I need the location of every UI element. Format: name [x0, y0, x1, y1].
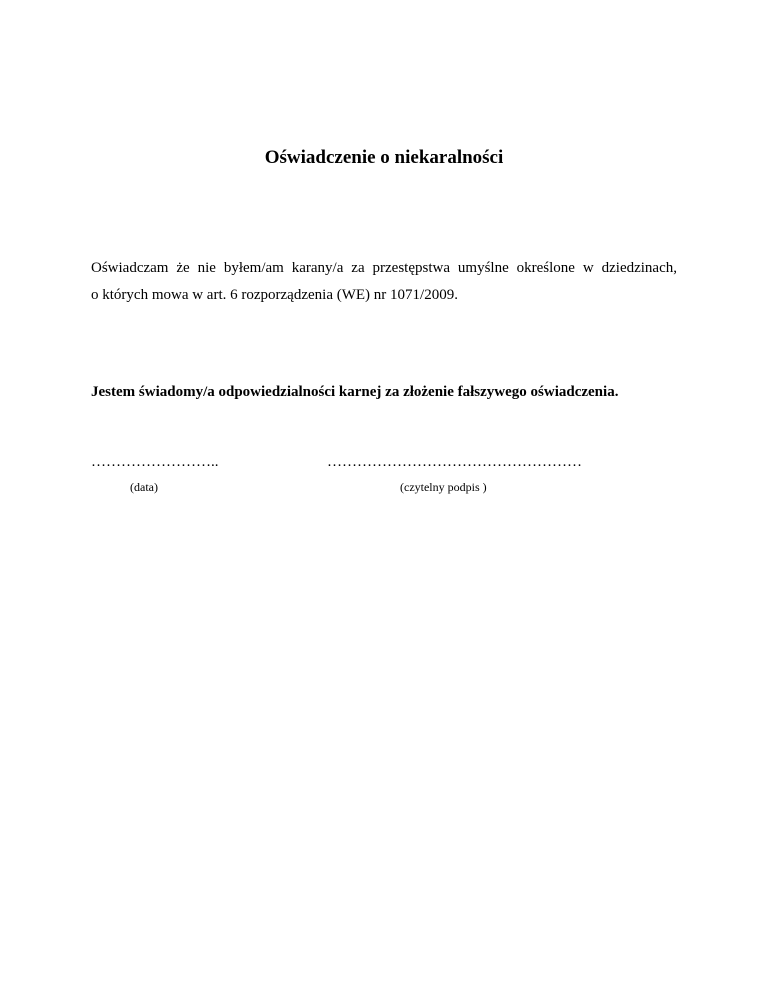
- document-title: Oświadczenie o niekaralności: [264, 147, 504, 168]
- declaration-line-1: Oświadczam że nie byłem/am karany/a za przestępstwa umyślne określone w dziedzinach,: [91, 260, 677, 276]
- date-label: (data): [130, 480, 158, 494]
- declaration-paragraph: [91, 255, 677, 309]
- signature-label: (czytelny podpis ): [400, 480, 487, 494]
- declaration-line-2: o których mowa w art. 6 rozporządzenia (WE) nr 1071/2009.: [91, 287, 458, 303]
- date-signature-line: ……………………..: [91, 454, 219, 470]
- liability-statement: Jestem świadomy/a odpowiedzialności karnej za złożenie fałszywego oświadczenia.: [91, 384, 619, 400]
- signature-line: ……………………………………………: [327, 454, 582, 470]
